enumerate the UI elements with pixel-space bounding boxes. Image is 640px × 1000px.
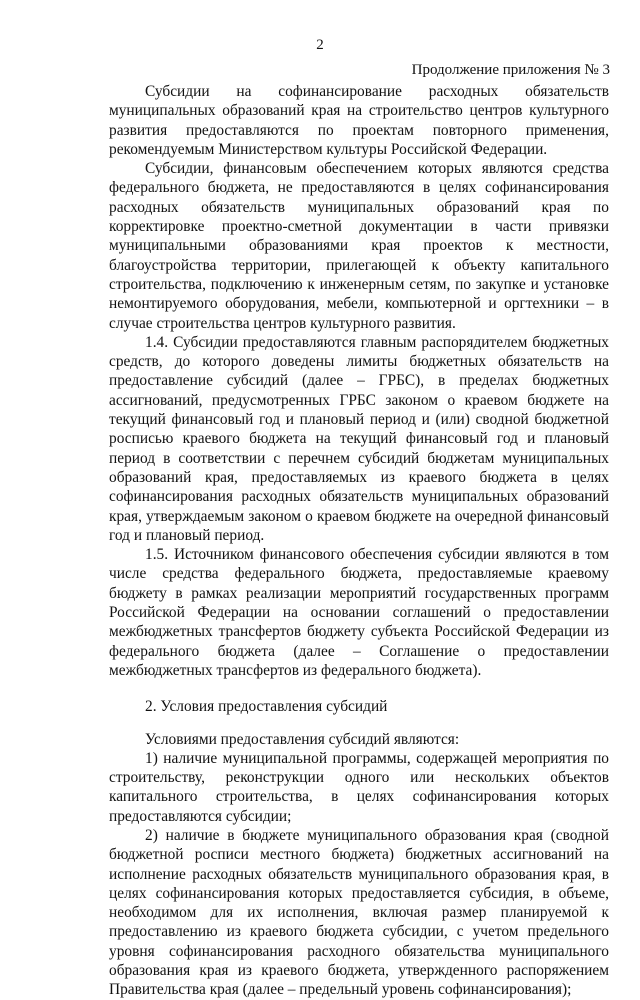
- paragraph-1-5: 1.5. Источником финансового обеспечения субсидии являются в том числе средства федерального бюджета, предоставляемые краевому бюджету в рамках реализации мероприятий государственных программ Российской Федерации на основании соглашений о предоставлении межбюджетных трансфертов бюджету субъекта Российской Федерации из федерального бюджета (далее – Соглашение о предоставлении межбюджетных трансфертов из федерального бюджета).: [109, 546, 609, 679]
- appendix-note: Продолжение приложения № 3: [411, 62, 610, 78]
- paragraph-subsidies-cultural-centers: Субсидии на софинансирование расходных обязательств муниципальных образований края на строительство центров культурного развития предоставляются по проектам повторного применения, рекомендуемым Министерством культуры Российской Федерации.: [109, 83, 609, 158]
- paragraph-conditions-intro: Условиями предоставления субсидий являются:: [145, 730, 460, 748]
- paragraph-federal-funding-exclusions: Субсидии, финансовым обеспечением которых являются средства федерального бюджета, не предоставляются в целях софинансирования расходных обязательств муниципальных образований края по корректировке проектно-сметной документации в части привязки муниципальными образованиями края проектов к местности, благоустройства территории, прилегающей к объекту капитального строительства, подключению к инженерным сетям, по закупке и установке немонтируемого оборудования, мебели, компьютерной и оргтехники – в случае строительства центров культурного развития.: [109, 160, 609, 332]
- paragraph-1-4: 1.4. Субсидии предоставляются главным распорядителем бюджетных средств, до которого доведены лимиты бюджетных обязательств на предоставление субсидий (далее – ГРБС), в пределах бюджетных ассигнований, предусмотренных ГРБС законом о краевом бюджете на текущий финансовый год и плановый период и (или) сводной бюджетной росписью краевого бюджета на текущий финансовый год и плановый период в соответствии с перечнем субсидий бюджетам муниципальных образований края, предоставляемых из краевого бюджета в целях софинансирования расходных обязательств муниципальных образований края, утверждаемым законом о краевом бюджете на очередной финансовый год и плановый период.: [109, 333, 609, 544]
- page-number: 2: [316, 37, 324, 53]
- section-title: 2. Условия предоставления субсидий: [145, 698, 388, 716]
- paragraph-condition-1: 1) наличие муниципальной программы, содержащей мероприятия по строительству, реконструкции одного или нескольких объектов капитального строительства, в целях софинансирования которых предоставляются субсидии;: [109, 749, 609, 825]
- paragraph-condition-2: 2) наличие в бюджете муниципального образования края (сводной бюджетной росписи местного бюджета) бюджетных ассигнований на исполнение расходных обязательств муниципального образования края, в целях софинансирования которых предоставляется субсидия, в объеме, необходимом для их исполнения, включая размер планируемой к предоставлению из краевого бюджета субсидии, с учетом предельного уровня софинансирования расходного обязательства муниципального образования края из краевого бюджета, утвержденного распоряжением Правительства края (далее – предельный уровень софинансирования);: [109, 826, 609, 999]
- document-body: [109, 82, 609, 1000]
